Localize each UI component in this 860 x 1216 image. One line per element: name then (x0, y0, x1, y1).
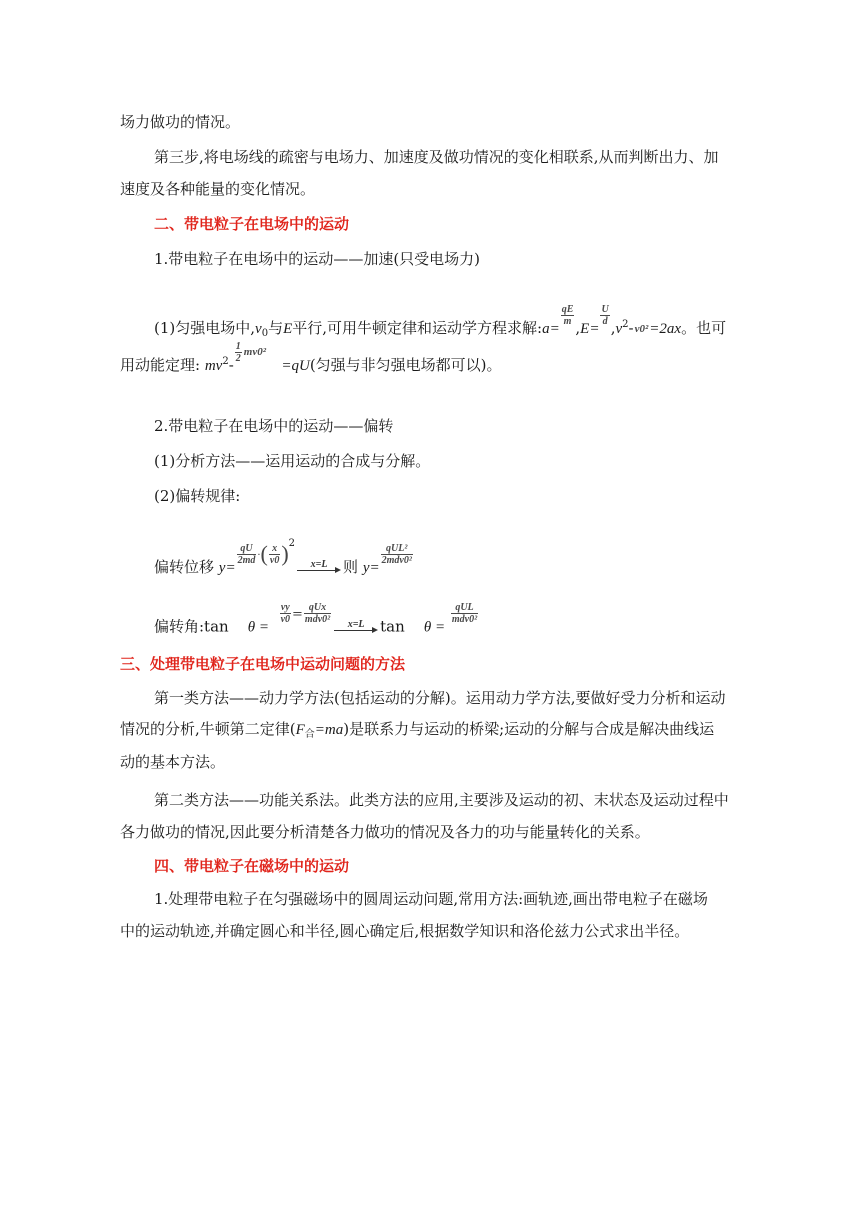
text-line: 动的基本方法。 (120, 753, 226, 771)
text-line: 第一类方法——动力学方法(包括运动的分解)。运用动力学方法,要做好受力分析和运动 (154, 689, 726, 707)
text-line: 第三步,将电场线的疏密与电场力、加速度及做功情况的变化相联系,从而判断出力、加 (154, 148, 719, 166)
section-heading: 四、带电粒子在磁场中的运动 (154, 857, 350, 875)
fraction-x-over-v0: $\frac{x}{v0}$ (269, 542, 280, 566)
fraction-qU-over-2md: $\frac{qU}{2md}$ (237, 542, 256, 566)
formula-line-energy: 用动能定理: $mv^2-$ $\frac{1}{2}$ mv0² =qU(匀强与非匀强电场都可以)。 (120, 340, 502, 374)
section-heading: 二、带电粒子在电场中的运动 (154, 215, 350, 233)
fraction-qUx-over-mdv02: $\frac{\text{qUx}}{\text{mdv0²}}$ (304, 602, 331, 625)
text-line: 第二类方法——功能关系法。此类方法的应用,主要涉及运动的初、末状态及运动过程中 (154, 791, 729, 809)
text-line: 速度及各种能量的变化情况。 (120, 180, 316, 198)
text-line: (2)偏转规律: (154, 487, 241, 505)
fraction-qE-over-m: $\frac{qE}{m}$ (561, 303, 574, 327)
substitution-arrow: x=L (297, 561, 341, 575)
fraction-qUL-over-mdv02: $\frac{\text{qUL}}{\text{mdv0²}}$ (451, 602, 478, 625)
formula-line-acceleration: (1)匀强电场中$,v_0$与E平行,可用牛顿定律和运动学方程求解:a= $\frac{qE}{m}$ ,E= $\frac{U}{d}$ $,v^2-v0^2=2ax$。也可 (154, 303, 727, 339)
formula-line-angle: 偏转角:tan θ = $\frac{vy}{v0}$ = $\frac{\text{qUx}}{\text{mdv0²}}$ x=L tan θ = $\frac{\text{qUL}}{\text{mdv0²}}$ (154, 602, 478, 636)
subsection-title: 1.带电粒子在电场中的运动——加速(只受电场力) (154, 250, 481, 268)
text-line: 各力做功的情况,因此要分析清楚各力做功的情况及各力的功与能量转化的关系。 (120, 823, 650, 841)
substitution-arrow: x=L (334, 621, 378, 635)
fraction-vy-over-v0: $\frac{vy}{v0}$ (280, 602, 291, 625)
text-line: 情况的分析,牛顿第二定律$(F_合=ma)$是联系力与运动的桥梁;运动的分解与合成是解决曲线运 (120, 720, 715, 740)
text-line: (1)分析方法——运用运动的合成与分解。 (154, 452, 431, 470)
fraction-qUL2-over-2mdv02: $\frac{\text{qUL²}}{\text{2mdv0²}}$ (381, 542, 412, 566)
fraction-U-over-d: $\frac{U}{d}$ (601, 303, 609, 327)
text-line: 中的运动轨迹,并确定圆心和半径,圆心确定后,根据数学知识和洛伦兹力公式求出半径。 (120, 922, 690, 940)
subsection-title: 2.带电粒子在电场中的运动——偏转 (154, 417, 394, 435)
section-heading: 三、处理带电粒子在电场中运动问题的方法 (120, 655, 406, 673)
text-line: 场力做功的情况。 (120, 113, 241, 131)
fraction-one-half: $\frac{1}{2}$ (235, 340, 241, 364)
text-line: 1.处理带电粒子在匀强磁场中的圆周运动问题,常用方法:画轨迹,画出带电粒子在磁场 (154, 890, 708, 908)
formula-line-deflection: 偏转位移 y= $\frac{qU}{2md}$ ·( $\frac{x}{v0}$ )$^2$ x=L 则 y= $\frac{\text{qUL²}}{\text{2mdv0²}}$ (154, 538, 412, 576)
v0-squared: v0² (634, 322, 649, 335)
